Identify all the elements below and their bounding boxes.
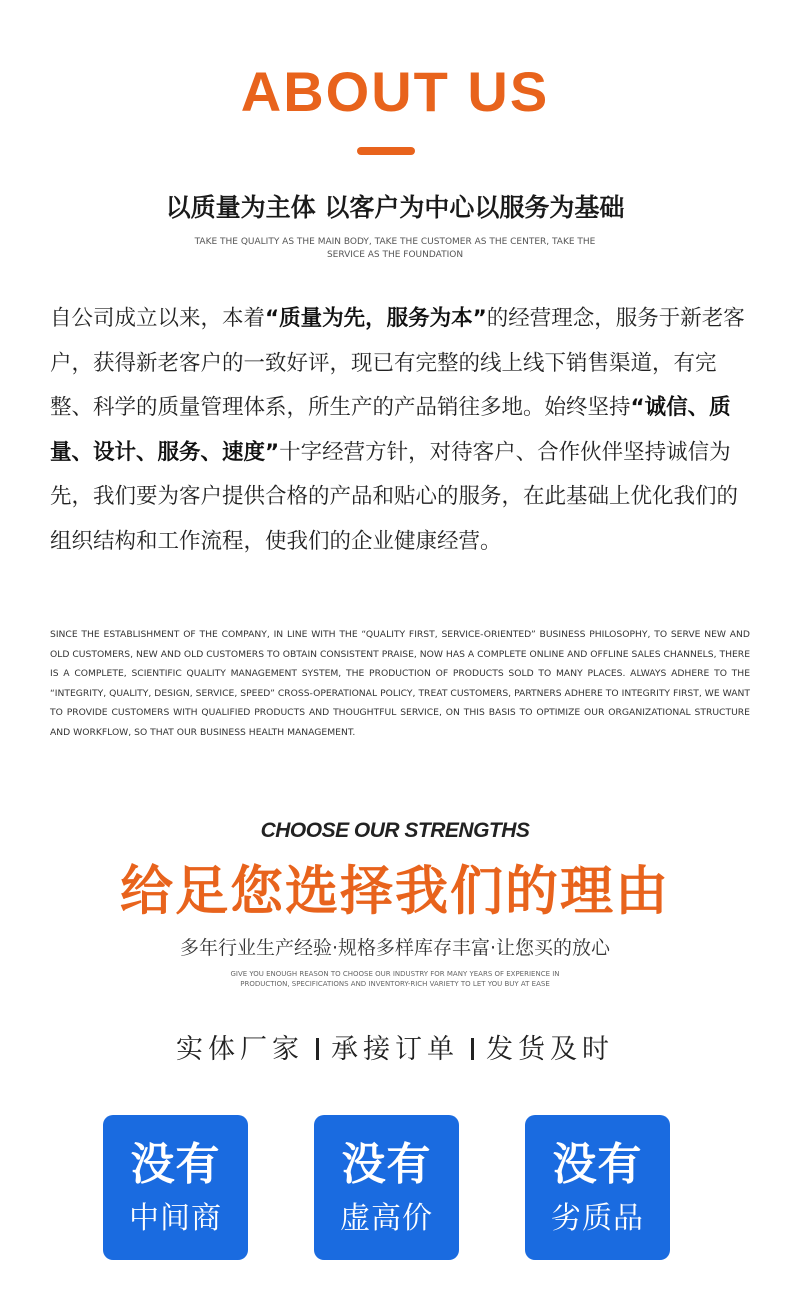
strengths-title-en: CHOOSE OUR STRENGTHS xyxy=(260,819,530,842)
card-no-middleman xyxy=(103,1115,248,1260)
card-heading: 没有 xyxy=(552,1139,643,1190)
slogan-en: TAKE THE QUALITY AS THE MAIN BODY, TAKE THE CUSTOMER AS THE CENTER, TAKE THE SERVICE AS THE FOUNDATION xyxy=(194,237,596,260)
intro-text-2: 的经营理念，服务于新老客户，获得新老客户的一致好评，现已有完整的线上线下销售渠道，有完整、科学的质量管理体系，所生产的产品销往多地。始终坚持 xyxy=(50,306,745,420)
strengths-subtitle: 多年行业生产经验·规格多样库存丰富·让您买的放心 xyxy=(179,937,611,959)
intro-paragraph xyxy=(50,297,750,564)
intro-text-1: 自公司成立以来，本着 xyxy=(50,306,266,331)
intro-bold-2: “诚信、质量、设计、服务、速度” xyxy=(50,395,731,465)
card-no-inflated-price xyxy=(314,1115,459,1260)
feature-list xyxy=(0,1030,790,1070)
feature-item: 承接订单 xyxy=(331,1034,459,1065)
intro-text-3: 十字经营方针，对待客户、合作伙伴坚持诚信为先，我们要为客户提供合格的产品和贴心的服务，在此基础上优化我们的组织结构和工作流程，使我们的企业健康经营。 xyxy=(50,439,739,554)
about-title: ABOUT US xyxy=(240,60,550,123)
card-label: 虚高价 xyxy=(340,1201,433,1236)
strengths-title-cn: 给足您选择我们的理由 xyxy=(120,861,670,922)
intro-bold-1: “质量为先，服务为本” xyxy=(265,306,487,331)
card-label: 劣质品 xyxy=(551,1201,644,1236)
title-underline xyxy=(357,147,415,155)
card-heading: 没有 xyxy=(130,1139,221,1190)
strengths-subtitle-en: GIVE YOU ENOUGH REASON TO CHOOSE OUR INDUSTRY FOR MANY YEARS OF EXPERIENCE IN PRODUCTION, SPECIFICATIONS AND INVENTORY-RICH VARIETY TO LET YOU BUY AT EASE xyxy=(230,970,560,988)
card-no-inferior-goods xyxy=(525,1115,670,1260)
card-label: 中间商 xyxy=(129,1201,222,1236)
card-heading: 没有 xyxy=(341,1139,432,1190)
feature-item: 实体厂家 xyxy=(176,1034,304,1065)
feature-separator xyxy=(316,1038,319,1060)
feature-item: 发货及时 xyxy=(486,1034,614,1065)
feature-separator xyxy=(471,1038,474,1060)
slogan-cn: 以质量为主体 以客户为中心以服务为基础 xyxy=(165,193,625,222)
intro-paragraph-en: SINCE THE ESTABLISHMENT OF THE COMPANY, IN LINE WITH THE “QUALITY FIRST, SERVICE-ORIENTED” BUSINESS PHILOSOPHY, TO SERVE NEW AND OLD CUSTOMERS, NEW AND OLD CUSTOMERS TO OBTAIN CONSISTENT PRAISE, NOW HAS A COMPLETE ONLINE AND OFFLINE SALES CHANNELS, THERE IS A COMPLETE, SCIENTIFIC QUALITY MANAGEMENT SYSTEM, THE PRODUCTION OF PRODUCTS SOLD TO MANY PLACES. ALWAYS ADHERE TO THE “INTEGRITY, QUALITY, DESIGN, SERVICE, SPEED” CROSS-OPERATIONAL POLICY, TREAT CUSTOMERS, PARTNERS ADHERE TO INTEGRITY FIRST, WE WANT TO PROVIDE CUSTOMERS WITH QUALIFIED PRODUCTS AND THOUGHTFUL SERVICE, ON THIS BASIS TO OPTIMIZE OUR ORGANIZATIONAL STRUCTURE AND WORKFLOW, SO THAT OUR BUSINESS HEALTH MANAGEMENT. xyxy=(50,629,750,738)
